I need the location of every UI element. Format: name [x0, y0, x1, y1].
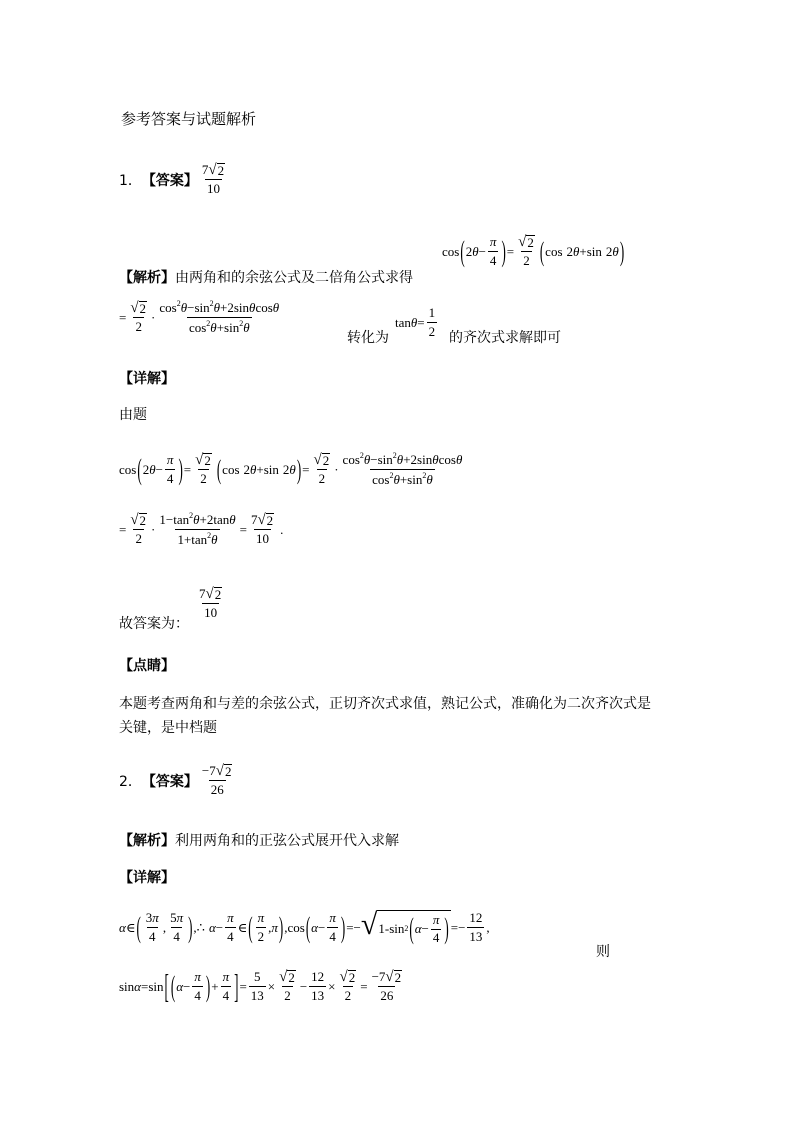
q1-number: 1．: [119, 172, 142, 189]
q1-answer-line: [119, 162, 229, 197]
q1-comment-tag: 【点睛】: [119, 658, 175, 674]
q1-tan-condition: tan θ = $\frac{1}{2}$: [395, 305, 436, 339]
q1-detail-formula-2: = √ 2 2 · $\frac{1-\tan^2\theta+2\tan\theta}{1+\tan^2\theta}$ = 7 √ 2 10 .: [119, 511, 284, 547]
q2-detail-formula-1: α ∈ ( 3π 4 , 5π 4 ) , ∴ α − $\frac{\pi}{4}$ ∈ ( π 2 , π ) , cos ( α − $\frac{\pi}{4}$ ) = − √ 1-sin 2 ( α − $\frac{\pi}{4}$ ) = − $\frac{12}{13}$ ,: [119, 908, 490, 945]
q1-detail-text: 由题: [119, 407, 147, 423]
q1-conclusion-value: 7 √ 2 10: [199, 586, 222, 621]
q1-analysis-label: 【解析】由两角和的余弦公式及二倍角公式求得: [119, 270, 413, 286]
q2-analysis-label: 【解析】利用两角和的正弦公式展开代入求解: [119, 833, 399, 849]
q1-analysis-formula-top: cos ( 2 θ − $\frac{\pi}{4}$ ) = √ 2 2 ( cos 2 θ + sin 2 θ ): [442, 233, 625, 269]
page-title: 参考答案与试题解析: [121, 110, 257, 128]
q2-answer-tag: 【答案】: [141, 773, 198, 790]
q1-answer-value: 7 √ 2 10: [201, 162, 225, 197]
q1-comment-line-2: 关键，是中档题: [119, 720, 217, 736]
q1-detail-tag: 【详解】: [119, 371, 175, 387]
q1-analysis-formula-2: = √ 2 2 · $\cos^2\theta-\sin^2\theta+2\sin\theta\cos\theta$ $\cos^2\theta+\sin^2\theta$: [119, 299, 280, 335]
q1-convert-text: 转化为: [347, 330, 389, 346]
q1-tail-text: 的齐次式求解即可: [449, 330, 561, 346]
q2-answer-line: [119, 763, 236, 798]
q1-answer-tag: 【答案】: [141, 172, 198, 189]
q2-detail-tag: 【详解】: [119, 870, 175, 886]
q2-number: 2．: [119, 773, 142, 790]
q2-detail-formula-2: sin α = sin [ ( α − $\frac{\pi}{4}$ ) + $\frac{\pi}{4}$ ] = $\frac{5}{13}$ × √ 2 2 − $\frac{12}{13}$ × √ 2 2 = −7 √ 2 26: [119, 965, 402, 1005]
q1-conclusion-text: 故答案为：: [119, 616, 189, 632]
q1-comment-line-1: 本题考查两角和与差的余弦公式，正切齐次式求值，熟记公式，准确化为二次齐次式是: [119, 696, 651, 712]
q1-detail-formula-1: cos ( 2 θ − $\frac{\pi}{4}$ ) = √ 2 2 ( cos 2 θ +sin 2 θ ) = √ 2 2 · $\cos^2\theta-\sin^2\theta+2\sin\theta\cos\theta$ $\cos^2\theta+\sin^2\theta$: [119, 451, 463, 487]
q2-answer-value: −7 √ 2 26: [201, 763, 232, 798]
q2-then-text: 则: [596, 944, 610, 960]
